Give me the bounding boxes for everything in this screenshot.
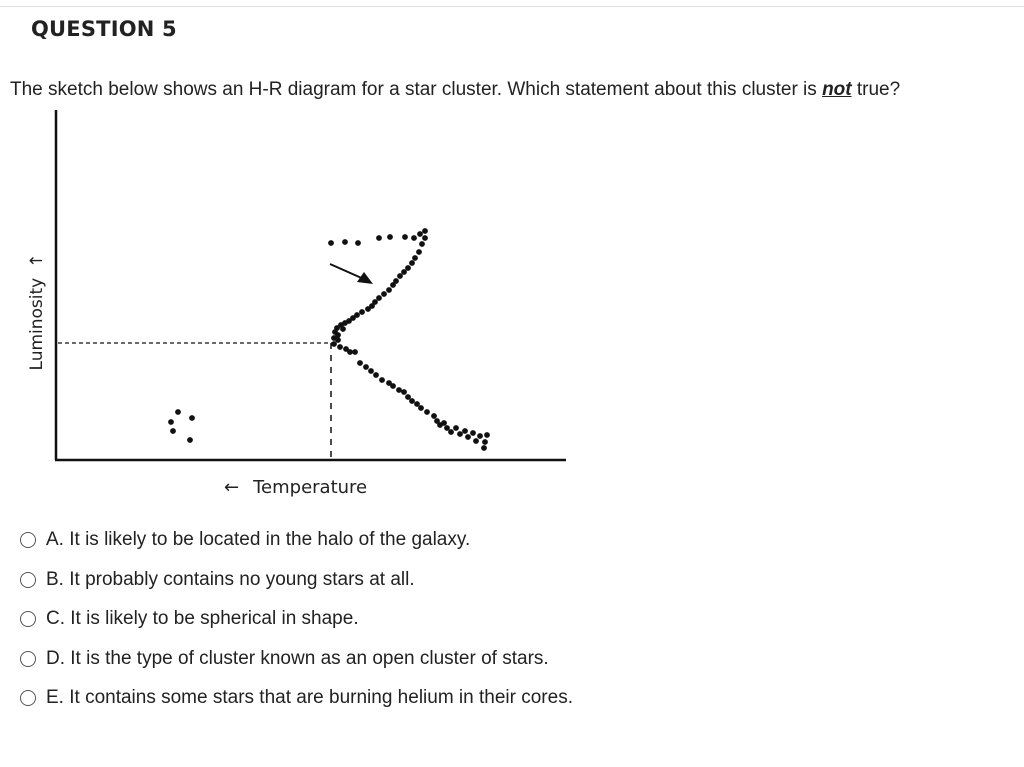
choice-d-label: It is the type of cluster known as an open cluster of stars. — [70, 647, 549, 669]
star-point — [342, 239, 348, 245]
star-point — [331, 341, 337, 347]
prompt-text: The sketch below shows an H-R diagram for a star cluster. Which statement about this cluster is — [10, 79, 823, 100]
star-point — [419, 241, 425, 247]
star-point — [424, 409, 430, 415]
star-point — [355, 240, 361, 246]
star-point — [390, 383, 396, 389]
star-point — [482, 439, 488, 445]
star-point — [170, 428, 176, 434]
star-point — [416, 249, 422, 255]
star-point — [401, 389, 407, 395]
choice-d[interactable] — [20, 648, 573, 688]
star-point — [473, 438, 479, 444]
star-point — [187, 437, 193, 443]
answer-choices — [20, 529, 573, 727]
choice-d-letter: D. — [46, 647, 65, 669]
x-axis-arrow: ← — [224, 477, 240, 498]
choice-b-letter: B. — [46, 568, 64, 590]
choice-c[interactable] — [20, 608, 573, 648]
star-point — [465, 434, 471, 440]
star-point — [411, 235, 417, 241]
star-point — [168, 419, 174, 425]
star-point — [373, 372, 379, 378]
hr-diagram — [0, 100, 600, 505]
star-point — [337, 344, 343, 350]
star-point — [470, 430, 476, 436]
star-point — [462, 428, 468, 434]
star-point — [359, 309, 365, 315]
star-point — [412, 255, 418, 261]
star-point — [453, 425, 459, 431]
choice-a-label: It is likely to be located in the halo of the galaxy. — [69, 529, 471, 550]
choice-e-label: It contains some stars that are burning helium in their cores. — [69, 687, 573, 708]
choice-e[interactable] — [20, 687, 573, 727]
star-point — [386, 287, 392, 293]
star-point — [328, 240, 334, 246]
prompt-text-end: true? — [851, 79, 901, 100]
x-axis-label-text: Temperature — [253, 477, 368, 498]
x-axis-label — [224, 477, 367, 498]
star-point — [402, 234, 408, 240]
star-point — [368, 368, 374, 374]
star-point — [477, 433, 483, 439]
y-axis-arrow: ↑ — [27, 253, 47, 268]
star-point — [347, 349, 353, 355]
star-point — [175, 409, 181, 415]
radio-a[interactable] — [20, 532, 36, 548]
star-point — [397, 273, 403, 279]
star-points — [168, 228, 490, 451]
choice-d-text — [46, 648, 549, 670]
choice-c-letter: C. — [46, 608, 65, 629]
choice-a-letter: A. — [46, 529, 64, 550]
radio-c[interactable] — [20, 611, 36, 627]
star-point — [448, 429, 454, 435]
y-axis-label — [27, 254, 47, 371]
star-point — [390, 282, 396, 288]
star-point — [381, 291, 387, 297]
choice-c-text — [46, 608, 359, 630]
star-point — [422, 235, 428, 241]
star-point — [340, 326, 346, 332]
top-divider — [0, 6, 1024, 7]
choice-a-text — [46, 529, 470, 551]
prompt-emphasis: not — [822, 79, 852, 100]
star-point — [365, 306, 371, 312]
star-point — [422, 228, 428, 234]
choice-e-letter: E. — [46, 687, 64, 708]
star-point — [409, 260, 415, 266]
star-point — [418, 405, 424, 411]
star-point — [357, 360, 363, 366]
star-point — [481, 445, 487, 451]
question-prompt — [10, 79, 900, 101]
choice-b-label: It probably contains no young stars at all. — [69, 568, 415, 590]
choice-e-text — [46, 687, 573, 709]
question-title: QUESTION 5 — [31, 17, 177, 41]
choice-b[interactable] — [20, 569, 573, 609]
radio-e[interactable] — [20, 690, 36, 706]
choice-b-text — [46, 569, 415, 591]
star-point — [379, 377, 385, 383]
star-point — [396, 387, 402, 393]
choice-c-label: It is likely to be spherical in shape. — [70, 608, 359, 629]
star-point — [189, 415, 195, 421]
star-point — [387, 234, 393, 240]
y-axis-label-text: Luminosity — [27, 277, 47, 371]
star-point — [352, 349, 358, 355]
star-point — [441, 420, 447, 426]
star-point — [417, 231, 423, 237]
radio-b[interactable] — [20, 572, 36, 588]
star-point — [363, 364, 369, 370]
star-point — [376, 235, 382, 241]
star-point — [431, 413, 437, 419]
star-point — [484, 432, 490, 438]
star-point — [409, 398, 415, 404]
radio-d[interactable] — [20, 651, 36, 667]
choice-a[interactable] — [20, 529, 573, 569]
star-point — [457, 431, 463, 437]
